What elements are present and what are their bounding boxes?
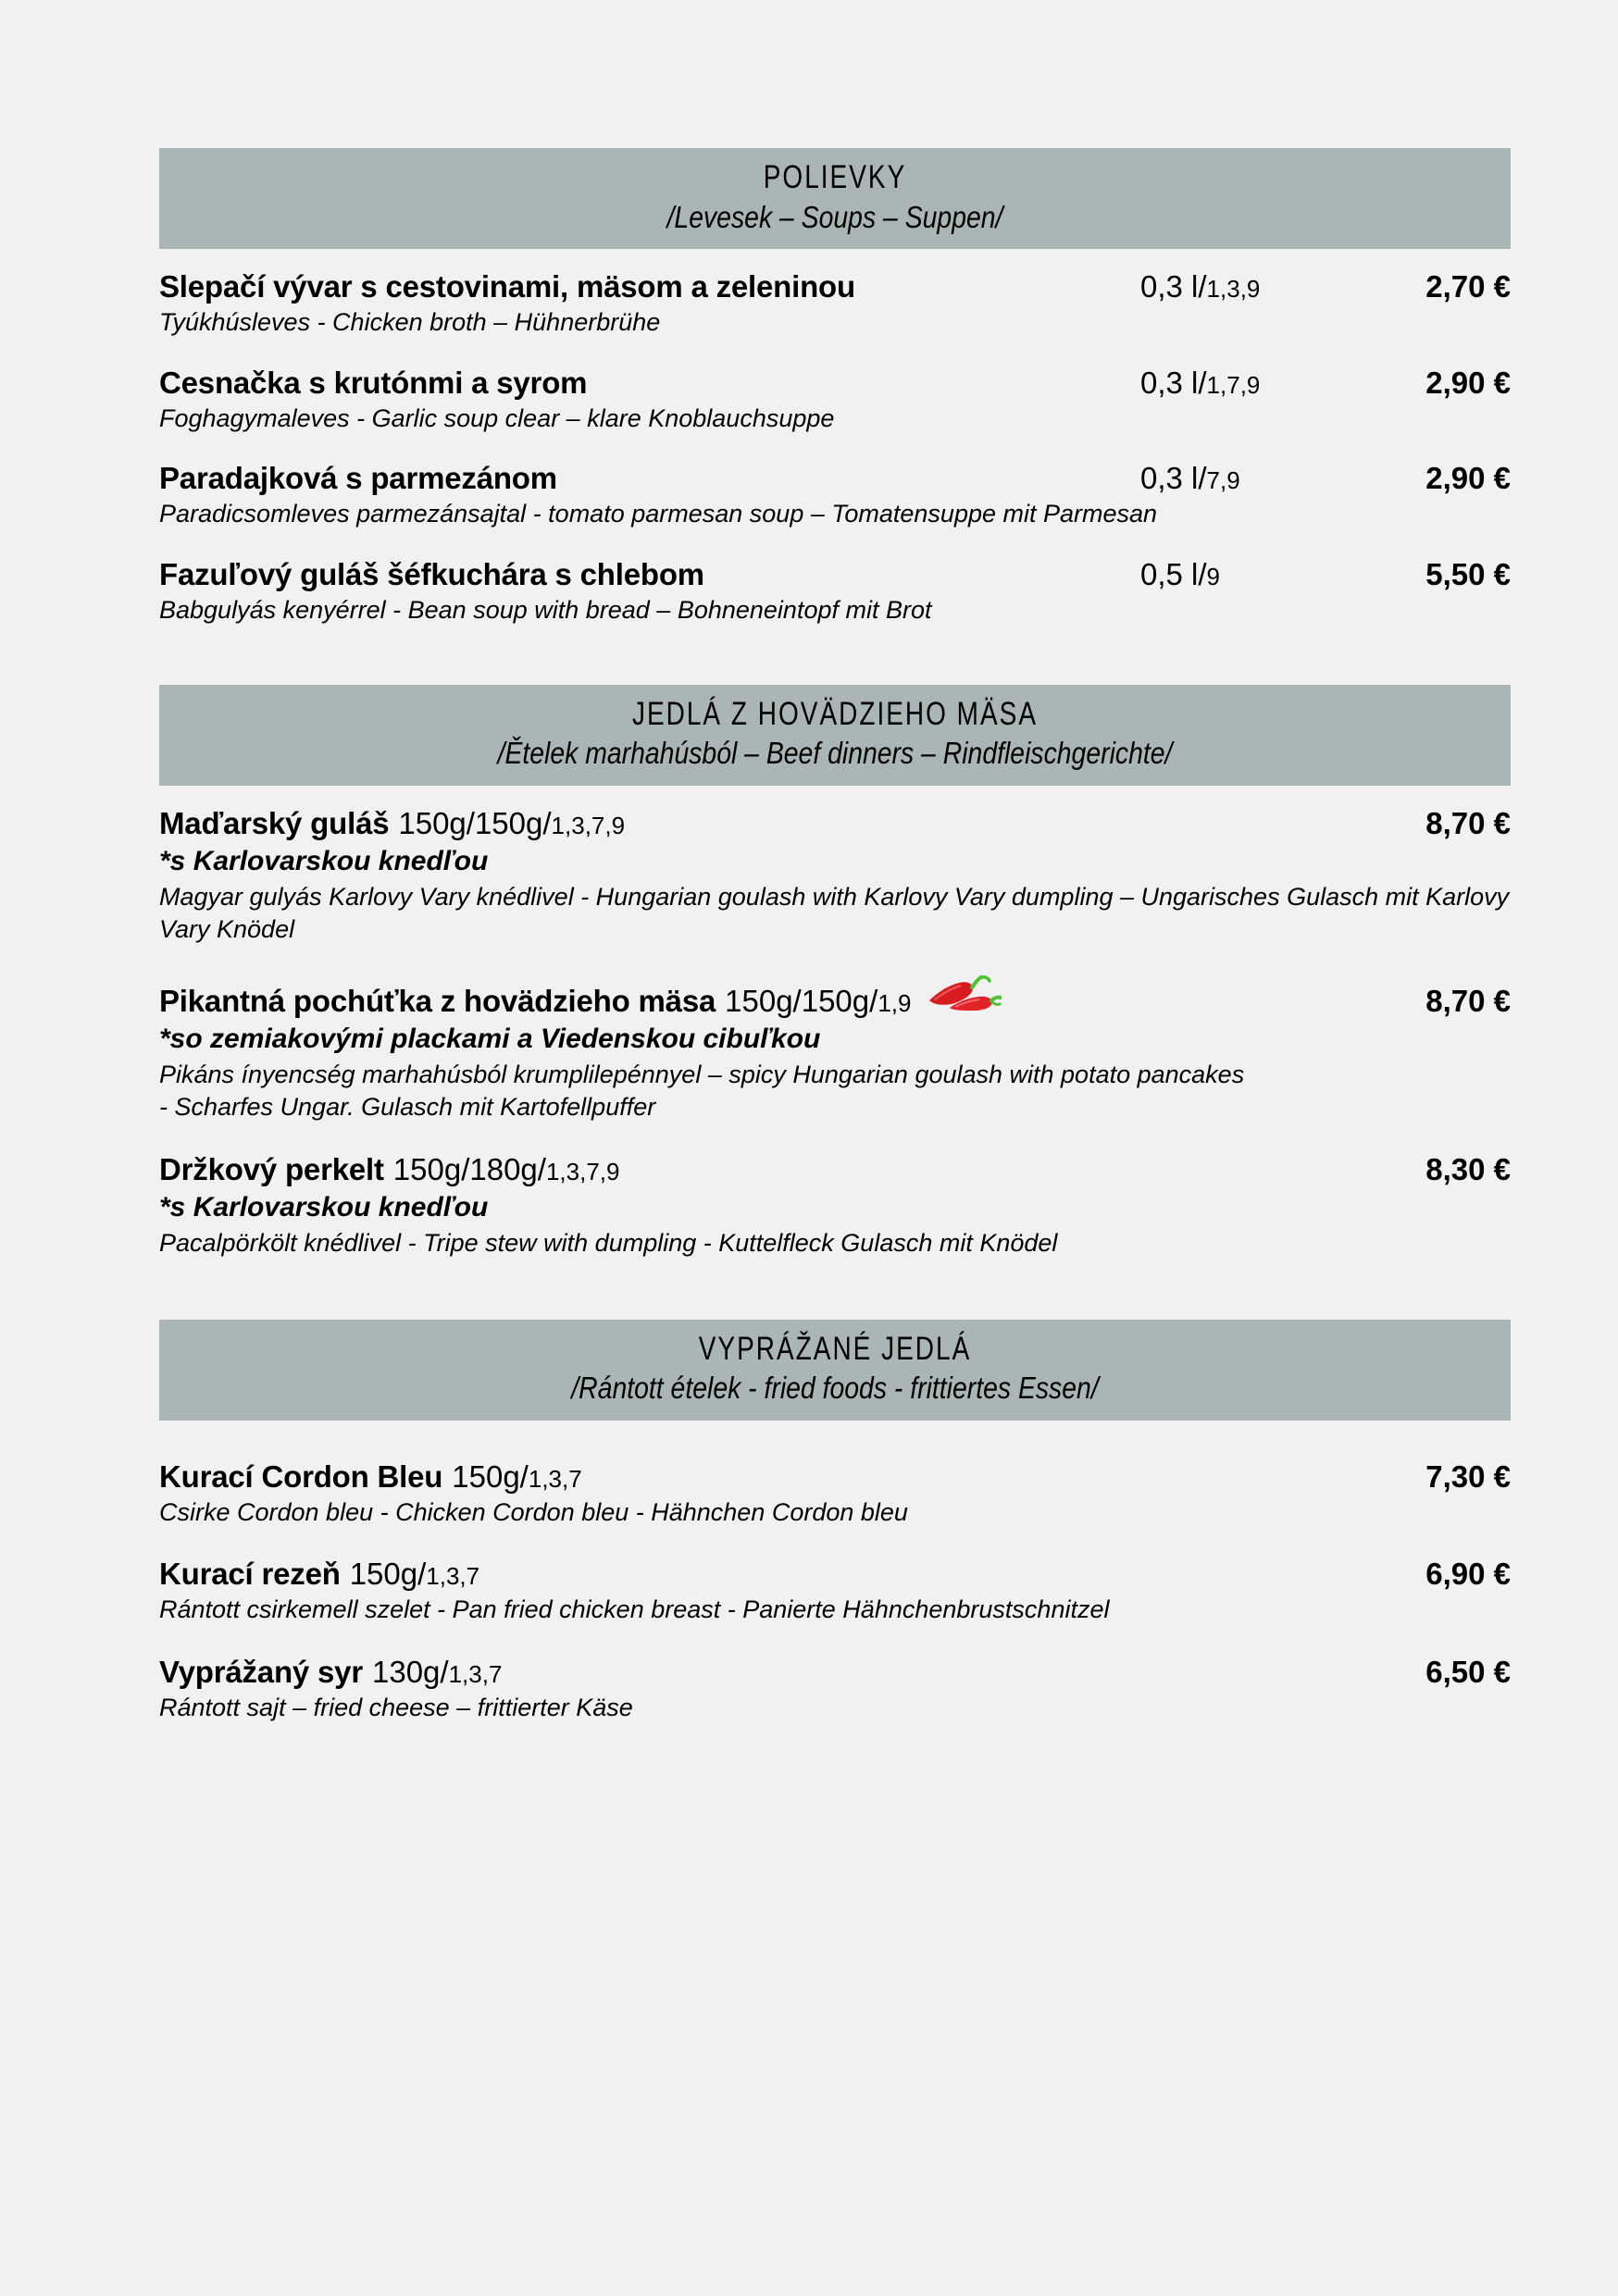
menu-item-description: Rántott csirkemell szelet - Pan fried chicken breast - Panierte Hähnchenbrustschnitzel <box>159 1595 1110 1624</box>
section-subtitle-beef: /Ětelek marhahúsból – Beef dinners – Rindfleischgerichte/ <box>497 736 1173 771</box>
allergen-codes: 1,3,9 <box>1206 275 1261 303</box>
section-title-beef: JEDLÁ Z HOVÄDZIEHO MÄSA <box>631 695 1039 732</box>
menu-item-head <box>159 1152 1511 1187</box>
menu-item-description: Rántott sajt – fried cheese – frittierter Käse <box>159 1693 633 1721</box>
menu-content <box>159 148 1511 1753</box>
menu-item-name: Maďarský guláš <box>159 805 390 840</box>
allergen-codes: 1,9 <box>877 988 912 1017</box>
menu-item-name: Slepačí vývar s cestovinami, mäsom a zeleninou <box>159 269 855 304</box>
menu-item[interactable] <box>159 1459 1511 1530</box>
allergen-codes: 1,3,7,9 <box>551 811 626 839</box>
menu-item-portion <box>1140 366 1372 401</box>
chili-pepper-icon <box>924 974 1002 1011</box>
portion-value: 150g/ <box>349 1557 427 1592</box>
menu-item-price: 8,30 € <box>1425 1152 1511 1186</box>
menu-item-description: Tyúkhúsleves - Chicken broth – Hühnerbrühe <box>159 308 661 336</box>
menu-item-name: Kurací rezeň <box>159 1557 341 1592</box>
menu-item-price: 2,70 € <box>1425 269 1511 304</box>
menu-item[interactable] <box>159 806 1511 947</box>
section-items-soups <box>159 269 1511 627</box>
menu-item-price: 2,90 € <box>1425 461 1511 496</box>
menu-item-portion <box>452 1459 581 1495</box>
menu-item-head <box>159 806 1511 841</box>
portion-value: 130g/ <box>371 1654 449 1689</box>
menu-item-description: Pacalpörkölt knédlivel - Tripe stew with dumpling - Kuttelfleck Gulasch mit Knödel <box>159 1229 1058 1257</box>
menu-item-subtitle: *so zemiakovými plackami a Viedenskou cibuľkou <box>159 1023 821 1054</box>
section-subtitle-soups: /Levesek – Soups – Suppen/ <box>666 199 1003 234</box>
menu-item-name: Pikantná pochúťka z hovädzieho mäsa <box>159 983 716 1018</box>
menu-item-description: Babgulyás kenyérrel - Bean soup with bread – Bohneneintopf mit Brot <box>159 595 932 624</box>
menu-item-name: Cesnačka s krutónmi a syrom <box>159 365 588 400</box>
menu-item-portion <box>393 1152 620 1187</box>
menu-item-head <box>159 1557 1511 1592</box>
allergen-codes: 7,9 <box>1206 466 1240 495</box>
menu-item-name: Kurací Cordon Bleu <box>159 1458 443 1494</box>
spacer <box>159 1288 1511 1320</box>
menu-item-name: Držkový perkelt <box>159 1152 384 1186</box>
portion-value: 150g/150g/ <box>725 983 878 1018</box>
menu-item[interactable] <box>159 366 1511 436</box>
menu-item-subtitle: *s Karlovarskou knedľou <box>159 845 489 876</box>
spacer <box>159 653 1511 685</box>
allergen-codes: 9 <box>1206 562 1221 590</box>
menu-item-name: Paradajková s parmezánom <box>159 461 557 496</box>
menu-item-price: 8,70 € <box>1425 805 1511 840</box>
menu-item-portion <box>350 1557 479 1592</box>
allergen-codes: 1,3,7 <box>448 1659 503 1688</box>
menu-item[interactable] <box>159 1655 1511 1725</box>
section-title-fried: VYPRÁŽANÉ JEDLÁ <box>698 1330 972 1367</box>
allergen-codes: 1,3,7 <box>528 1464 582 1493</box>
menu-item-price: 6,50 € <box>1425 1654 1511 1689</box>
portion-value: 150g/ <box>452 1458 529 1494</box>
portion-value: 0,3 l/ <box>1140 461 1207 496</box>
menu-item-subtitle: *s Karlovarskou knedľou <box>159 1192 489 1222</box>
menu-item-portion <box>1140 461 1372 496</box>
menu-item-head <box>159 1655 1511 1690</box>
menu-item-description: Magyar gulyás Karlovy Vary knédlivel - Hungarian goulash with Karlovy Vary dumpling – Ungarisches Gulasch mit Karlovy Vary Knödel <box>159 882 1510 944</box>
section-header-fried <box>159 1320 1511 1421</box>
menu-item-price: 2,90 € <box>1425 365 1511 400</box>
section-title-soups: POLIEVKY <box>763 159 907 195</box>
section-items-beef <box>159 806 1511 1260</box>
portion-value: 0,3 l/ <box>1140 269 1207 304</box>
portion-value: 0,5 l/ <box>1140 556 1207 591</box>
menu-item-description: Foghagymaleves - Garlic soup clear – klare Knoblauchsuppe <box>159 403 835 432</box>
menu-item-portion <box>398 806 625 841</box>
menu-item-description: Paradicsomleves parmezánsajtal - tomato parmesan soup – Tomatensuppe mit Parmesan <box>159 500 1158 528</box>
menu-item-price: 8,70 € <box>1425 983 1511 1018</box>
section-header-beef <box>159 685 1511 786</box>
allergen-codes: 1,7,9 <box>1206 370 1261 399</box>
portion-value: 0,3 l/ <box>1140 365 1207 400</box>
menu-item-portion <box>1140 269 1372 304</box>
menu-item-price: 6,90 € <box>1425 1557 1511 1592</box>
section-header-soups <box>159 148 1511 249</box>
menu-item-head <box>159 366 1511 401</box>
menu-item-head <box>159 1459 1511 1495</box>
menu-item[interactable] <box>159 461 1511 531</box>
menu-item-description: Csirke Cordon bleu - Chicken Cordon bleu - Hähnchen Cordon bleu <box>159 1497 908 1526</box>
menu-item-portion <box>1140 557 1372 592</box>
menu-item[interactable] <box>159 269 1511 340</box>
menu-item-head <box>159 974 1511 1019</box>
allergen-codes: 1,3,7,9 <box>545 1158 620 1185</box>
menu-item-name: Fazuľový guláš šéfkuchára s chlebom <box>159 556 704 591</box>
menu-item-portion <box>725 984 911 1019</box>
menu-item[interactable] <box>159 1152 1511 1260</box>
allergen-codes: 1,3,7 <box>426 1562 480 1591</box>
menu-item-head <box>159 557 1511 592</box>
menu-item-description: Pikáns ínyencség marhahúsból krumplilepénnyel – spicy Hungarian goulash with potato pancakes - Scharfes Ungar. Gulasch mit Kartofellpuffer <box>159 1060 1245 1122</box>
portion-value: 150g/180g/ <box>392 1152 546 1186</box>
portion-value: 150g/150g/ <box>398 805 552 840</box>
menu-item[interactable] <box>159 974 1511 1124</box>
menu-item-head <box>159 461 1511 496</box>
section-subtitle-fried: /Rántott ételek - fried foods - frittiertes Essen/ <box>571 1371 1099 1406</box>
section-items-fried <box>159 1459 1511 1725</box>
menu-item-price: 5,50 € <box>1425 556 1511 591</box>
menu-item-price: 7,30 € <box>1425 1458 1511 1494</box>
menu-item-head <box>159 269 1511 304</box>
menu-item-name: Vyprážaný syr <box>159 1654 363 1689</box>
menu-item[interactable] <box>159 557 1511 627</box>
menu-item[interactable] <box>159 1557 1511 1627</box>
menu-item-portion <box>372 1655 502 1690</box>
